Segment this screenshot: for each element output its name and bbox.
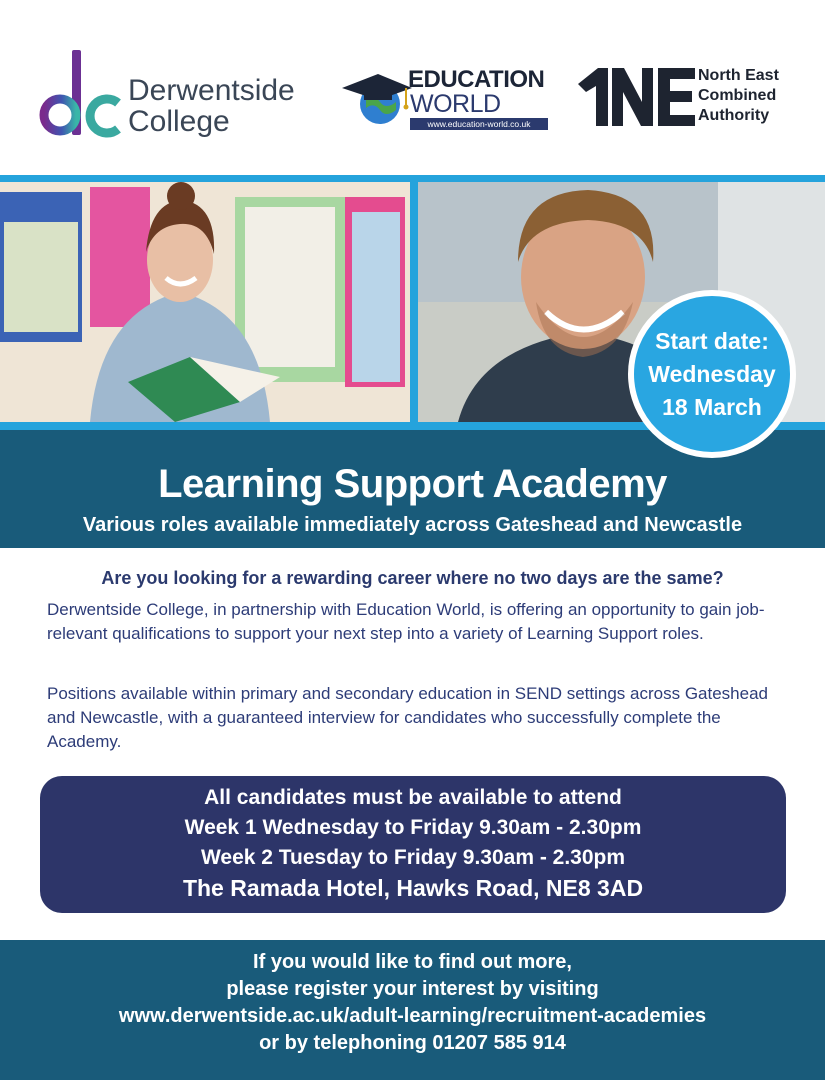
education-world-logo xyxy=(340,58,552,130)
footer-line-1: If you would like to find out more, xyxy=(253,951,572,973)
venue-address: The Ramada Hotel, Hawks Road, NE8 3AD xyxy=(182,875,644,901)
week-2-schedule: Week 2 Tuesday to Friday 9.30am - 2.30pm xyxy=(200,846,626,869)
logo-bar xyxy=(0,0,825,175)
footer-contact xyxy=(0,940,825,1080)
registration-url[interactable]: www.derwentside.ac.uk/adult-learning/recruitment-academies xyxy=(118,1005,707,1027)
telephone-line[interactable]: or by telephoning 01207 585 914 xyxy=(259,1032,566,1054)
start-date-badge xyxy=(628,290,796,458)
attendance-requirement: All candidates must be available to attend xyxy=(204,786,622,809)
world-wordmark: WORLD xyxy=(410,90,501,118)
footer-line-2: please register your interest by visiting xyxy=(226,978,599,1000)
ne-monogram-icon xyxy=(578,68,696,126)
teacher-illustration xyxy=(0,182,410,422)
week-1-schedule: Week 1 Wednesday to Friday 9.30am - 2.30pm xyxy=(184,816,642,839)
combined-line: Combined xyxy=(698,87,777,104)
north-east-line: North East xyxy=(698,67,779,84)
page-title: Learning Support Academy xyxy=(158,462,667,506)
north-east-combined-authority-logo xyxy=(578,66,798,128)
education-wordmark: EDUCATION xyxy=(408,66,545,93)
positions-paragraph: Positions available within primary and secondary education in SEND settings across Gateshead and Newcastle, with a guaranteed interview for candidates who successfully complete the Academy. xyxy=(47,684,768,751)
teacher-photo xyxy=(0,182,410,422)
college-line: College xyxy=(128,105,230,138)
derwentside-college-logo xyxy=(38,45,328,140)
derwentside-college-name xyxy=(128,75,295,137)
lead-question: Are you looking for a rewarding career where no two days are the same? xyxy=(101,568,724,588)
page-subtitle: Various roles available immediately across Gateshead and Newcastle xyxy=(82,514,743,536)
ne-authority-name xyxy=(698,66,779,126)
education-world-url: www.education-world.co.uk xyxy=(410,118,548,130)
derwentside-line: Derwentside xyxy=(128,74,295,107)
authority-line: Authority xyxy=(698,107,770,124)
start-date-label: Start date: xyxy=(655,327,769,354)
attendance-box xyxy=(40,776,786,913)
start-date-day: Wednesday xyxy=(648,360,776,387)
intro-paragraph: Derwentside College, in partnership with Education World, is offering an opportunity to gain job-relevant qualifications to support your next step into a variety of Learning Support roles. xyxy=(47,600,765,643)
dc-monogram-icon xyxy=(38,45,128,140)
graduation-globe-icon xyxy=(340,66,412,126)
start-date-date: 18 March xyxy=(662,393,762,420)
